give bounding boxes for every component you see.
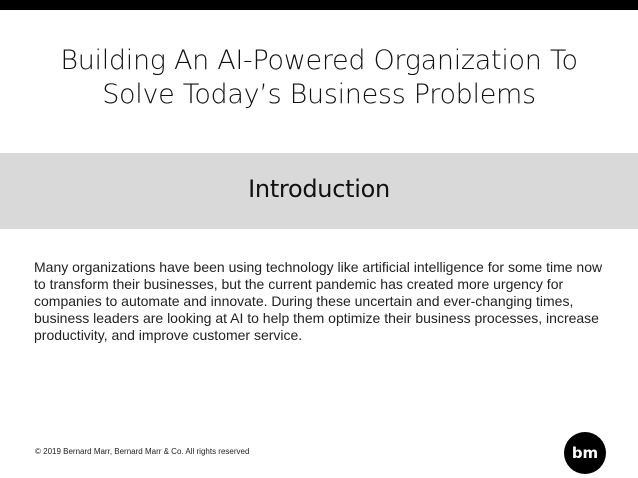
slide-title-line-1: Building An AI-Powered Organization To xyxy=(60,45,578,76)
slide-title xyxy=(20,44,618,112)
bm-logo xyxy=(564,432,606,474)
logo-text: bm xyxy=(571,444,599,462)
slide-title-line-2: Solve Today’s Business Problems xyxy=(102,79,536,110)
copyright-footer: © 2019 Bernard Marr, Bernard Marr & Co. All rights reserved xyxy=(35,447,250,456)
bm-logo-icon xyxy=(570,444,600,462)
body-paragraph: Many organizations have been using technology like artificial intelligence for some time now to transform their businesses, but the current pandemic has created more urgency for companies to automate and innovate. During these uncertain and ever-changing times, business leaders are looking at AI to help them optimize their business processes, increase productivity, and improve customer service. xyxy=(34,259,603,343)
top-bar xyxy=(0,0,638,10)
section-heading: Introduction xyxy=(248,175,390,203)
